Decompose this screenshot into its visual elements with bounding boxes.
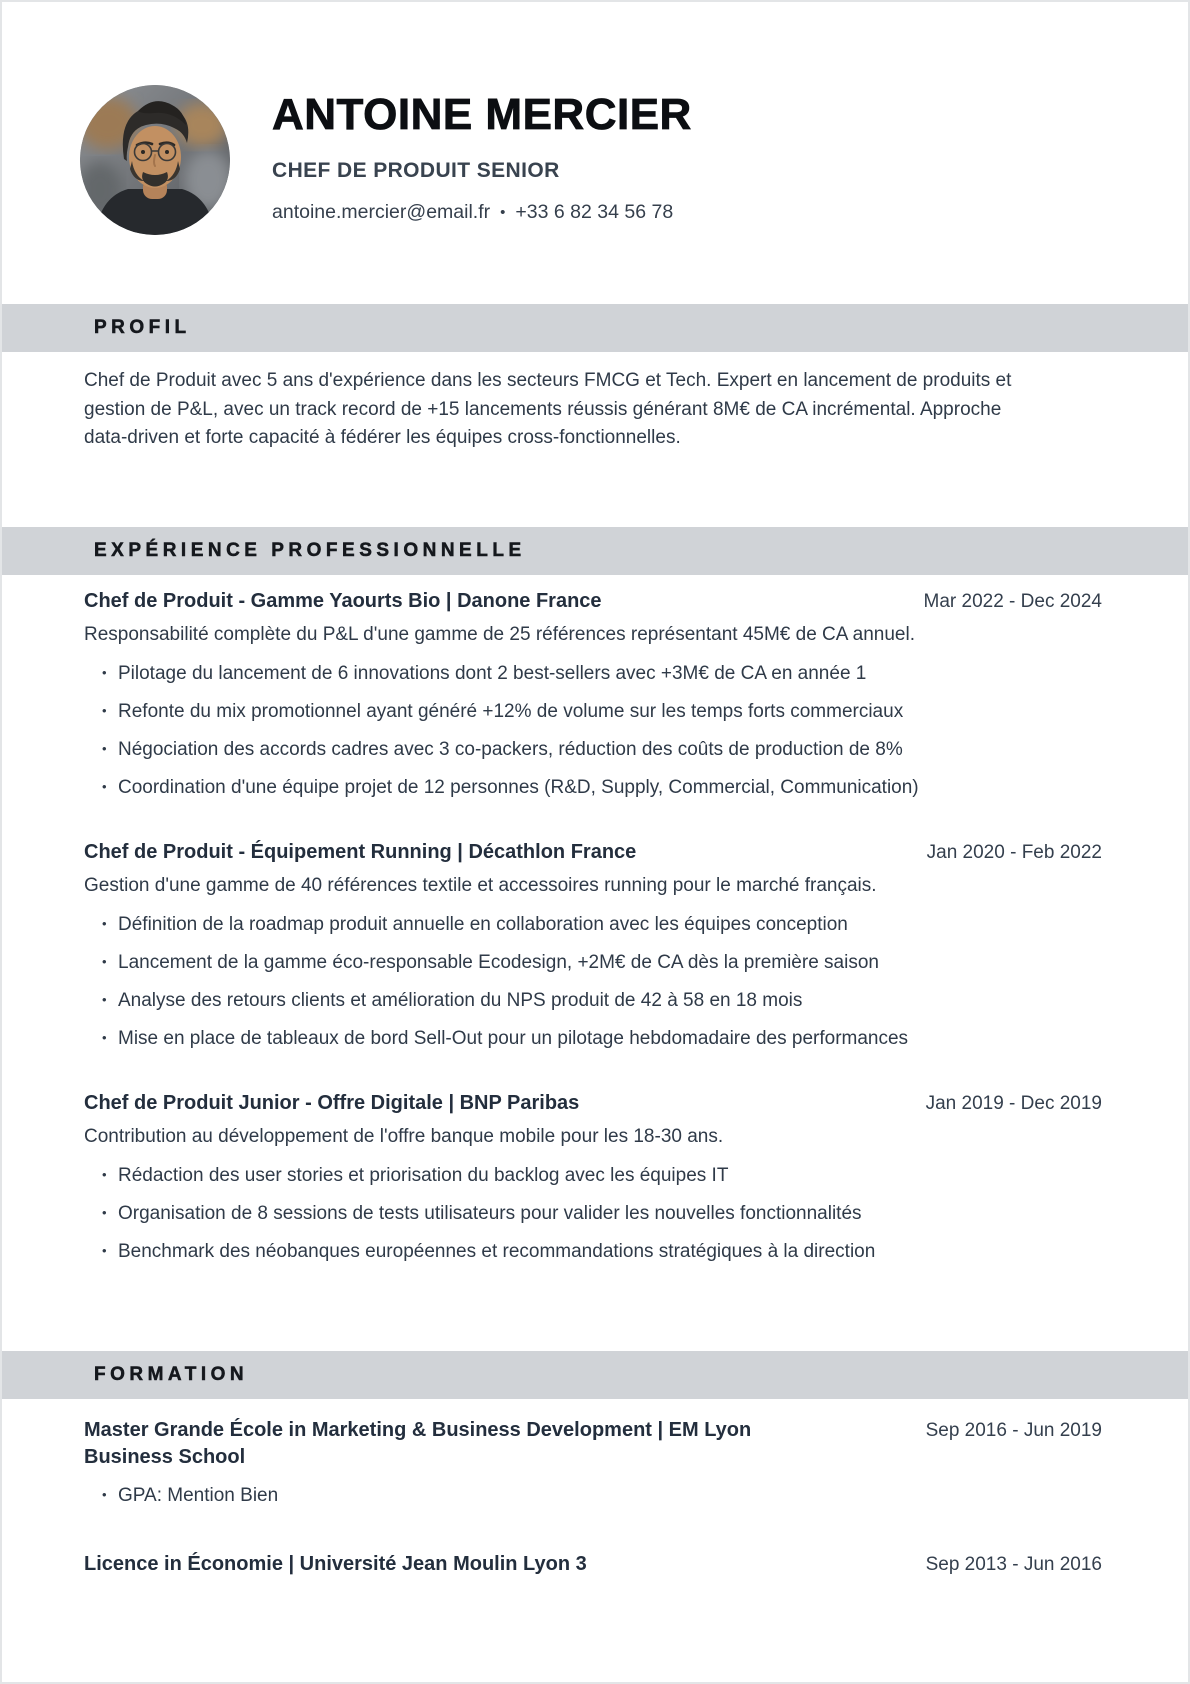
bullet-item [84, 736, 1102, 763]
profil-body [2, 367, 1188, 453]
bullet-dot-icon: • [102, 740, 107, 756]
profil-text: Chef de Produit avec 5 ans d'expérience dans les secteurs FMCG et Tech. Expert en lancement de produits et gestion de P&L, avec un track record de +15 lancements réussis générant 8M€ de CA incrémental. Approche data-driven et forte capacité à fédérer les équipes cross-fonctionnelles. [84, 370, 1012, 448]
bullet-item [84, 660, 1102, 687]
bullet-text: Refonte du mix promotionnel ayant généré +12% de volume sur les temps forts commerciaux [118, 700, 904, 722]
section-heading-label: EXPÉRIENCE PROFESSIONNELLE [94, 539, 526, 561]
job-title: Chef de Produit - Gamme Yaourts Bio | Danone France [84, 589, 602, 612]
bullet-dot-icon: • [102, 702, 107, 718]
profile-photo [80, 85, 230, 235]
bullet-text: Coordination d'une équipe projet de 12 personnes (R&D, Supply, Commercial, Communication) [118, 776, 919, 798]
contact-separator: • [500, 204, 506, 221]
bullet-text: Organisation de 8 sessions de tests utilisateurs pour valider les nouvelles fonctionnalités [118, 1202, 862, 1224]
bullet-dot-icon: • [102, 1242, 107, 1258]
bullet-text: Benchmark des néobanques européennes et recommandations stratégiques à la direction [118, 1240, 876, 1262]
job-head [84, 839, 1102, 866]
job-head [84, 588, 1102, 615]
job-summary: Responsabilité complète du P&L d'une gamme de 25 références représentant 45M€ de CA annuel. [84, 623, 915, 645]
section-heading-label: FORMATION [94, 1363, 249, 1385]
section-formation [2, 1351, 1188, 1578]
bullet-text: Analyse des retours clients et amélioration du NPS produit de 42 à 58 en 18 mois [118, 989, 803, 1011]
job-dates: Mar 2022 - Dec 2024 [923, 590, 1102, 612]
bullet-dot-icon: • [102, 1204, 107, 1220]
section-profil [2, 304, 1188, 453]
bullet-item [84, 949, 1102, 976]
bullet-item [84, 698, 1102, 725]
job-entry [84, 839, 1102, 1052]
bullet-item [84, 1200, 1102, 1227]
bullet-dot-icon: • [102, 778, 107, 794]
formation-body [2, 1417, 1188, 1578]
education-head [84, 1551, 1102, 1578]
bullet-item [84, 1025, 1102, 1052]
resume-header [2, 2, 1188, 235]
bullet-text: Mise en place de tableaux de bord Sell-Out pour un pilotage hebdomadaire des performances [118, 1027, 909, 1049]
bullet-text: Rédaction des user stories et priorisation du backlog avec les équipes IT [118, 1164, 729, 1186]
job-bullets [84, 660, 1102, 801]
job-entry [84, 1090, 1102, 1265]
bullet-item [84, 1162, 1102, 1189]
bullet-item [84, 987, 1102, 1014]
section-heading-experience [2, 527, 1188, 575]
bullet-text: GPA: Mention Bien [118, 1484, 279, 1506]
bullet-dot-icon: • [102, 1166, 107, 1182]
bullet-text: Pilotage du lancement de 6 innovations dont 2 best-sellers avec +3M€ de CA en année 1 [118, 662, 867, 684]
education-dates: Sep 2013 - Jun 2016 [925, 1553, 1102, 1575]
job-head [84, 1090, 1102, 1117]
education-entry [84, 1551, 1102, 1578]
job-summary: Gestion d'une gamme de 40 références textile et accessoires running pour le marché français. [84, 874, 877, 896]
education-bullets [84, 1482, 1102, 1509]
bullet-item [84, 1238, 1102, 1265]
section-heading-label: PROFIL [94, 317, 191, 338]
contact-line [272, 201, 692, 224]
job-bullets [84, 1162, 1102, 1265]
job-title: Chef de Produit - Équipement Running | Décathlon France [84, 840, 637, 863]
job-dates: Jan 2020 - Feb 2022 [926, 841, 1102, 863]
bullet-item [84, 1482, 1102, 1509]
job-entry [84, 588, 1102, 801]
bullet-text: Négociation des accords cadres avec 3 co-packers, réduction des coûts de production de 8% [118, 738, 903, 760]
contact-phone: +33 6 82 34 56 78 [515, 201, 674, 223]
section-heading-formation [2, 1351, 1188, 1399]
contact-email: antoine.mercier@email.fr [272, 201, 491, 223]
section-experience [2, 527, 1188, 1265]
education-entry [84, 1417, 1102, 1509]
bullet-item [84, 911, 1102, 938]
bullet-text: Lancement de la gamme éco-responsable Ecodesign, +2M€ de CA dès la première saison [118, 951, 879, 973]
candidate-name: ANTOINE MERCIER [272, 90, 692, 139]
bullet-dot-icon: • [102, 991, 107, 1007]
education-head [84, 1417, 1102, 1471]
education-title: Licence in Économie | Université Jean Moulin Lyon 3 [84, 1552, 587, 1575]
job-dates: Jan 2019 - Dec 2019 [925, 1092, 1102, 1114]
bullet-dot-icon: • [102, 1029, 107, 1045]
portrait-illustration [80, 85, 230, 235]
header-text-block [272, 85, 692, 224]
candidate-job-title: CHEF DE PRODUIT SENIOR [272, 159, 560, 182]
bullet-item [84, 774, 1102, 801]
bullet-dot-icon: • [102, 664, 107, 680]
job-title: Chef de Produit Junior - Offre Digitale | BNP Paribas [84, 1091, 580, 1114]
bullet-text: Définition de la roadmap produit annuelle en collaboration avec les équipes conception [118, 913, 848, 935]
experience-body [2, 588, 1188, 1265]
job-summary: Contribution au développement de l'offre banque mobile pour les 18-30 ans. [84, 1125, 724, 1147]
bullet-dot-icon: • [102, 1486, 107, 1502]
bullet-dot-icon: • [102, 953, 107, 969]
job-bullets [84, 911, 1102, 1052]
section-heading-profil [2, 304, 1188, 352]
education-title: Master Grande École in Marketing & Business Development | EM Lyon Business School [84, 1418, 752, 1468]
education-dates: Sep 2016 - Jun 2019 [925, 1419, 1102, 1441]
bullet-dot-icon: • [102, 915, 107, 931]
